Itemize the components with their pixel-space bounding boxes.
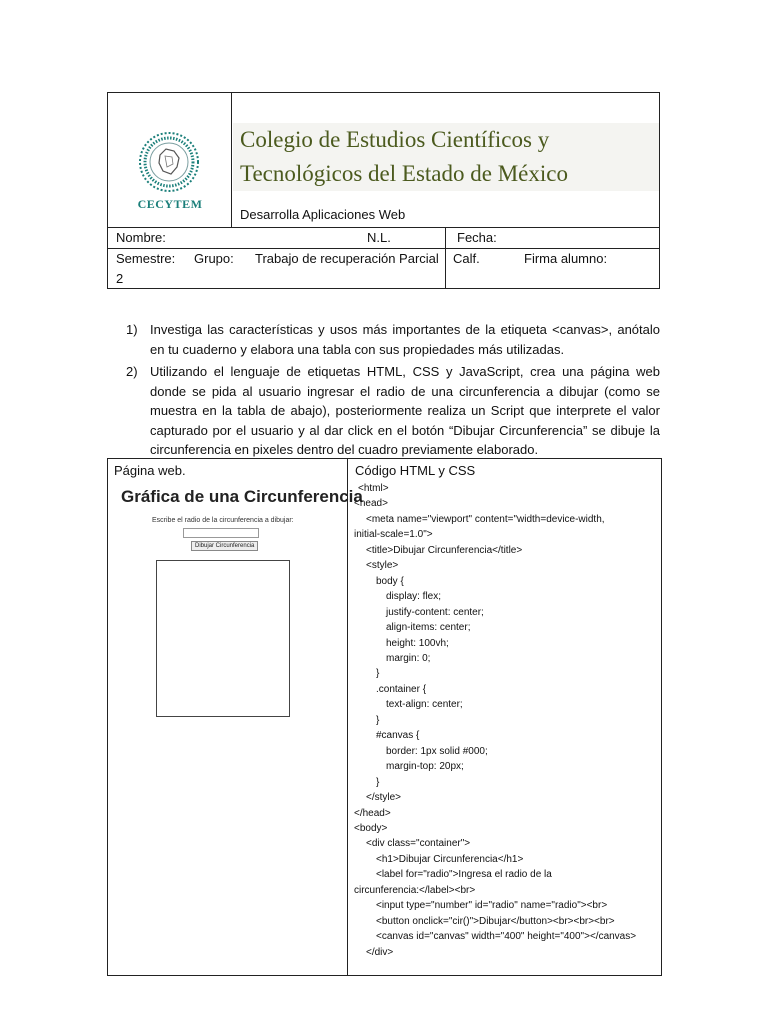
code-line: } (376, 668, 380, 680)
code-line: justify-content: center; (386, 606, 484, 618)
code-line: </head> (354, 807, 391, 819)
nombre-label: Nombre: (116, 230, 166, 245)
code-line: margin: 0; (386, 652, 431, 664)
code-line: <button onclick="cir()">Dibujar</button><br><br><br> (376, 915, 615, 927)
preview-radius-label: Escribe el radio de la circunferencia a dibujar: (152, 517, 294, 524)
code-line: <body> (354, 822, 388, 834)
code-line: </style> (366, 792, 402, 804)
code-line: .container { (376, 683, 427, 695)
semestre-label: Semestre: (116, 251, 176, 266)
code-line: } (376, 714, 380, 726)
row-divider-1 (108, 227, 659, 228)
header-table (107, 92, 660, 289)
code-line: align-items: center; (386, 622, 471, 634)
instruction-text: Investiga las características y usos más importantes de la etiqueta <canvas>, anótalo en tu cuaderno y elabora una tabla con sus propiedades más utilizadas. (150, 322, 660, 357)
code-line: <div class="container"> (366, 838, 471, 850)
logo-text: CECYTEM (137, 197, 203, 211)
column-divider (347, 459, 348, 975)
school-title-line-2: Tecnológicos del Estado de México (240, 161, 568, 186)
subject-name: Desarrolla Aplicaciones Web (240, 207, 406, 222)
code-line: <head> (354, 498, 388, 510)
code-line: text-align: center; (386, 699, 463, 711)
code-line: } (376, 776, 380, 788)
code-line: #canvas { (376, 730, 420, 742)
instruction-2 (126, 362, 660, 460)
code-line: <input type="number" id="radio" name="radio"><br> (376, 900, 608, 912)
code-listing (354, 481, 659, 960)
preview-canvas (156, 560, 290, 717)
instruction-number: 1) (126, 322, 138, 337)
semestre-value: 2 (116, 271, 124, 286)
cecytem-seal-icon (138, 131, 200, 193)
code-header: Código HTML y CSS (355, 463, 476, 478)
code-line: margin-top: 20px; (386, 761, 464, 773)
code-line: <style> (366, 560, 399, 572)
preview-page-title: Gráfica de una Circunferencia (121, 487, 363, 506)
instruction-number: 2) (126, 364, 138, 379)
code-line: <title>Dibujar Circunferencia</title> (366, 544, 523, 556)
page-preview-header: Página web. (114, 463, 186, 478)
code-line: <label for="radio">Ingresa el radio de la (376, 869, 552, 881)
school-title (240, 123, 660, 191)
trabajo-label: Trabajo de recuperación Parcial (255, 251, 439, 266)
code-line: <html> (358, 483, 389, 494)
code-line: border: 1px solid #000; (386, 745, 488, 757)
firma-label: Firma alumno: (524, 251, 608, 266)
instruction-text: Utilizando el lenguaje de etiquetas HTML, CSS y JavaScript, crea una página web donde se pida al usuario ingresar el radio de una circunferencia a dibujar (como se muestra en la tabla de abajo), posteriormente realiza un Script que interprete el valor capturado por el usuario y al dar click en el botón “Dibujar Circunferencia” se dibuje la circunferencia en pixeles dentro del cuadro previamente elaborado. (150, 364, 660, 458)
fecha-label: Fecha: (457, 230, 497, 245)
code-line: circunferencia:</label><br> (354, 884, 476, 896)
code-line: display: flex; (386, 591, 442, 603)
school-title-line-1: Colegio de Estudios Científicos y (240, 127, 550, 152)
preview-draw-button: Dibujar Circunferencia (191, 541, 258, 551)
code-line: </div> (366, 946, 394, 958)
code-line: <canvas id="canvas" width="400" height="400"></canvas> (376, 931, 637, 943)
code-line: body { (376, 575, 404, 587)
calf-label: Calf. (453, 251, 480, 266)
column-divider-fecha (445, 227, 446, 288)
code-line: <h1>Dibujar Circunferencia</h1> (376, 853, 524, 865)
grupo-label: Grupo: (194, 251, 234, 266)
instruction-1 (126, 320, 660, 360)
example-table (107, 458, 662, 976)
preview-radius-input (183, 528, 259, 538)
code-line: <meta name="viewport" content="width=device-width, (366, 513, 605, 525)
nl-label: N.L. (367, 230, 391, 245)
row-divider-2 (108, 248, 659, 249)
code-line: height: 100vh; (386, 637, 449, 649)
code-line: initial-scale=1.0"> (354, 529, 433, 541)
logo-cell (108, 93, 232, 227)
